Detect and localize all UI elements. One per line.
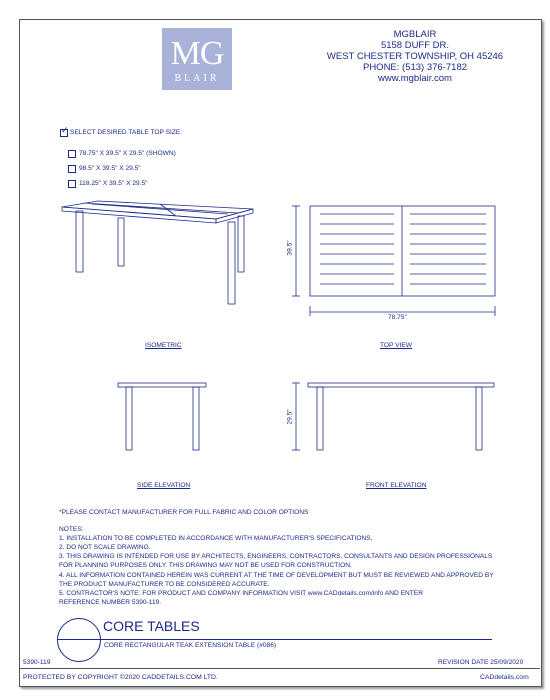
company-website[interactable]: www.mgblair.com — [378, 73, 452, 84]
isometric-view-drawing — [62, 201, 253, 304]
company-city: WEST CHESTER TOWNSHIP, OH 45246 — [326, 51, 504, 62]
page-title: CORE TABLES — [103, 618, 200, 634]
size-option-label: 118.25" X 39.5" X 29.5" — [79, 180, 148, 187]
note-line: 1. INSTALLATION TO BE COMPLETED IN ACCORDANCE WITH MANUFACTURER'S SPECIFICATIONS. — [59, 535, 373, 542]
note-line: THE PRODUCT MANUFACTURER TO BE CONSIDERED ACCURATE. — [59, 581, 270, 588]
top-width-dimension: 78.75" — [388, 314, 407, 321]
note-line: 5. CONTRACTOR'S NOTE: FOR PRODUCT AND COMPANY INFORMATION VISIT www.CADdetails.com/info AND ENTER — [59, 590, 423, 597]
side-elevation-label: SIDE ELEVATION — [137, 482, 191, 489]
fabric-note: *PLEASE CONTACT MANUFACTURER FOR FULL FABRIC AND COLOR OPTIONS — [59, 509, 309, 516]
product-subtitle: CORE RECTANGULAR TEAK EXTENSION TABLE (#086) — [104, 642, 277, 649]
note-line: 2. DO NOT SCALE DRAWING. — [59, 544, 151, 551]
copyright-notice: PROTECTED BY COPYRIGHT ©2020 CADDETAILS.COM LTD. — [23, 674, 218, 681]
front-elevation-drawing — [292, 383, 494, 450]
revision-date: REVISION DATE 25/09/2020 — [438, 659, 524, 666]
top-view-drawing — [292, 206, 495, 316]
note-line: 3. THIS DRAWING IS INTENDED FOR USE BY ARCHITECTS, ENGINEERS, CONTRACTORS, CONSULTANTS AND DESIGN PROFESSIONALS — [59, 553, 493, 560]
note-line: FOR PLANNING PURPOSES ONLY. THIS DRAWING MAY NOT BE USED FOR CONSTRUCTION. — [59, 562, 352, 569]
size-select-heading: SELECT DESIRED TABLE TOP SIZE: — [70, 129, 183, 136]
note-line: REFERENCE NUMBER 5390-119. — [59, 599, 162, 606]
isometric-label: ISOMETRIC — [145, 342, 182, 349]
reference-number: 5390-119 — [23, 659, 51, 666]
logo-subtext: BLAIR — [174, 73, 220, 84]
title-circle-icon — [57, 618, 101, 662]
checkmark-icon: ✓ — [61, 125, 69, 135]
height-dimension: 29.5" — [286, 409, 294, 425]
size-option-label: 78.75" X 39.5" X 29.5" (SHOWN) — [79, 150, 176, 157]
company-name: MGBLAIR — [393, 29, 437, 40]
logo-text: MG — [170, 35, 224, 72]
footer-divider — [20, 668, 540, 669]
top-depth-dimension: 39.5" — [286, 240, 294, 256]
caddetails-link[interactable]: CADdetails.com — [480, 674, 529, 681]
front-elevation-label: FRONT ELEVATION — [366, 482, 427, 489]
company-address: 5158 DUFF DR. — [380, 40, 450, 51]
note-line: 4. ALL INFORMATION CONTAINED HEREIN WAS CURRENT AT THE TIME OF DEVELOPMENT BUT MUST BE REVIEWED AND APPROVED BY — [59, 572, 494, 579]
size-option-label: 98.5" X 39.5" X 29.5" — [79, 165, 141, 172]
notes-heading: NOTES: — [59, 526, 84, 533]
company-phone: PHONE: (513) 376-7182 — [362, 62, 468, 73]
side-elevation-drawing — [118, 383, 206, 450]
top-view-label: TOP VIEW — [380, 342, 412, 349]
title-divider — [57, 639, 492, 640]
